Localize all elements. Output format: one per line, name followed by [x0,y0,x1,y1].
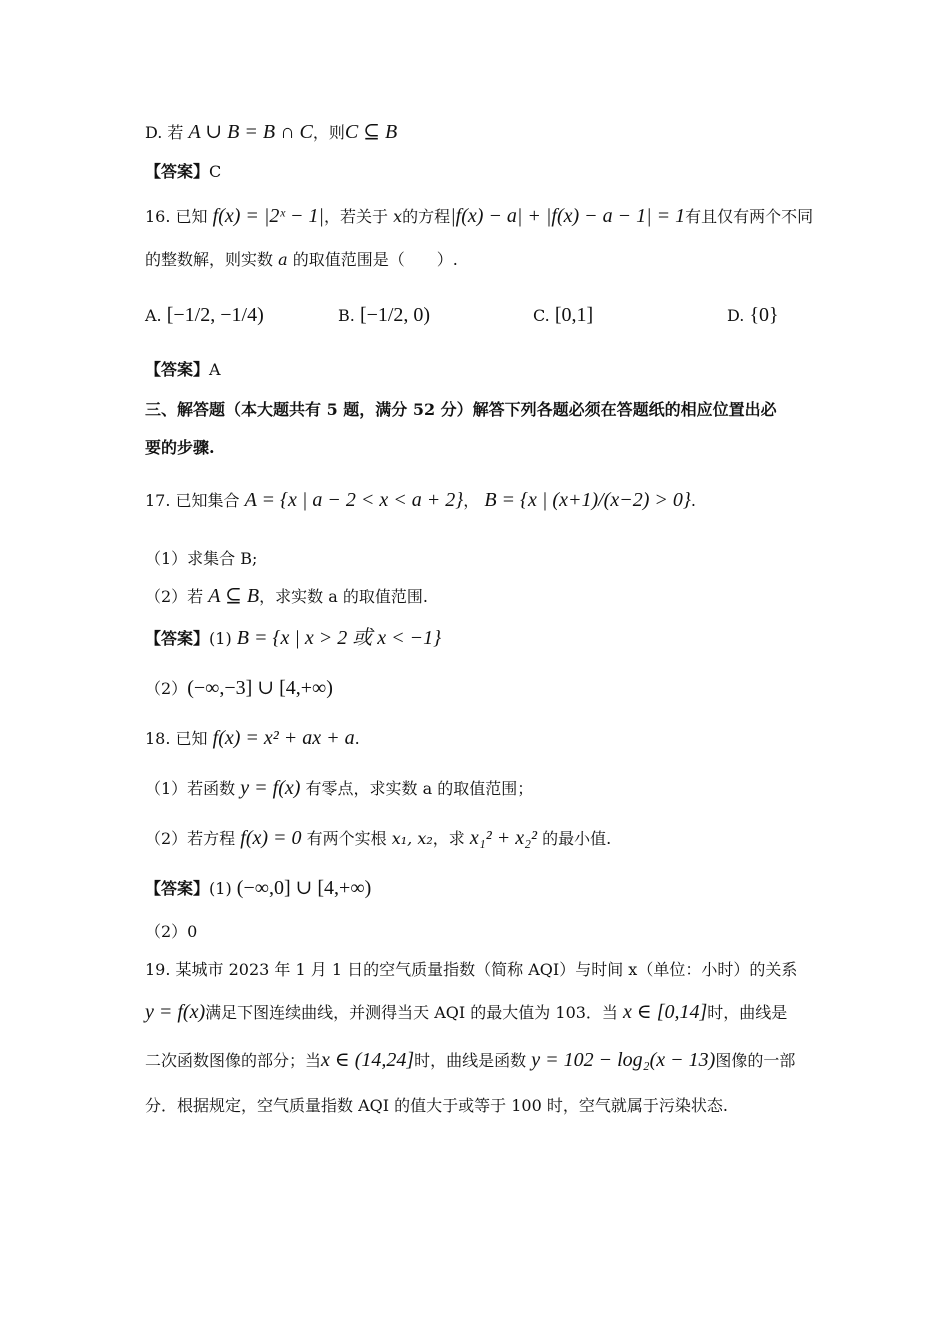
q17-sep: ， [463,491,480,510]
q18-part2-expr: x₁² + x₂² [469,827,538,849]
q19-line2-math: y = f(x) [145,1001,206,1023]
q15-option-d-prefix: D. 若 [145,123,184,142]
q16-number: 16. 已知 [145,207,208,226]
q17-answer2 [145,676,333,701]
q18-part2-mid: 有两个实根 [306,829,387,848]
q18-end: . [354,729,360,748]
q19-line3-math2: y = 102 − log₂(x − 13) [531,1049,716,1071]
q18-part1 [145,776,533,801]
option-value: [−1/2, 0) [359,304,431,326]
answer-value: A [209,360,221,379]
q16-option-c [533,303,593,328]
q17-end: . [690,491,696,510]
q18-answer2: （2）0 [145,922,198,941]
q19-line3-end: 图像的一部 [715,1051,796,1070]
q17-part2-prefix: （2）若 [145,587,204,606]
q17-part2 [145,584,428,609]
q18-part1-suffix: 有零点，求实数 a 的取值范围； [305,779,534,798]
answer-label: 【答案】 [145,360,210,379]
option-label: B. [338,306,355,325]
q19-line3-math: x ∈ (14,24] [321,1049,415,1071]
answer-label: 【答案】 [145,162,210,181]
q16-text1: ，若关于 [324,207,389,226]
option-label: A. [145,306,162,325]
q17-part1: （1）求集合 B; [145,549,258,568]
q17-part2-math: A ⊆ B [208,585,260,607]
q18-answer1 [145,876,371,901]
q16-line2: 的整数解，则实数 [145,250,274,269]
q18-part1-math: y = f(x) [240,777,301,799]
q19-line1: 19. 某城市 2023 年 1 月 1 日的空气质量指数（简称 AQI）与时间 x（单位：小时）的关系 [145,960,798,979]
option-label: C. [533,306,550,325]
q15-answer [145,160,221,184]
answer-value: C [209,162,222,181]
q18-part2-roots: x₁, x₂ [391,829,433,848]
q17-number: 17. 已知集合 [145,491,240,510]
answer-part-label: （2） [145,679,188,698]
q17-answer1 [145,626,441,651]
option-value: [−1/2, −1/4) [166,304,264,326]
q16-option-d [727,303,779,328]
q16-text3: 有且仅有两个不同 [685,207,814,226]
q16-line2-end: 的取值范围是（ ）. [292,250,458,269]
answer-part-label: (1) [209,629,232,648]
q16-stem-line1 [145,204,813,229]
q16-option-b [338,303,430,328]
q19-line3-start: 二次函数图像的部分；当 [145,1051,322,1070]
q16-equation: |f(x) − a| + |f(x) − a − 1| = 1 [450,205,686,227]
q18-part2 [145,826,611,851]
q18-part2-suffix: 的最小值. [542,829,612,848]
q16-var-a: a [278,250,288,269]
option-value: [0,1] [554,304,594,326]
q16-stem-line2 [145,248,458,272]
q17-stem [145,488,696,513]
q19-line2-text: 满足下图连续曲线，并测得当天 AQI 的最大值为 103．当 [205,1003,618,1022]
section3-heading-line1: 三、解答题（本大题共有 5 题，满分 52 分）解答下列各题必须在答题纸的相应位置出必 [145,400,777,419]
q16-answer [145,358,221,382]
q19-line3-mid: 时，曲线是函数 [414,1051,527,1070]
section3-heading-line2: 要的步骤. [145,438,215,457]
option-value: {0} [749,304,779,326]
q18-part2-prefix: （2）若方程 [145,829,236,848]
q17-set-b: B = {x | (x+1)/(x−2) > 0} [484,489,691,511]
answer-label: 【答案】 [145,879,210,898]
q18-part1-prefix: （1）若函数 [145,779,236,798]
answer-part-label: (1) [209,879,232,898]
q19-line4: 分．根据规定，空气质量指数 AQI 的值大于或等于 100 时，空气就属于污染状态. [145,1096,728,1115]
q19-line2 [145,1000,787,1025]
q18-stem [145,726,360,751]
q16-option-a [145,303,264,328]
q16-function: f(x) = |2ˣ − 1| [212,205,325,227]
q16-var: x [393,207,403,226]
answer-value: B = {x | x > 2 或 x < −1} [236,627,442,649]
q19-line2-math2: x ∈ [0,14] [623,1001,708,1023]
answer-label: 【答案】 [145,629,210,648]
q16-text2: 的方程 [402,207,451,226]
answer-value: (−∞,−3] ∪ [4,+∞) [187,677,333,699]
q15-option-d-math2: C ⊆ B [344,121,398,143]
q17-set-a: A = {x | a − 2 < x < a + 2} [244,489,464,511]
q15-option-d-mid: ，则 [312,123,345,142]
q18-function: f(x) = x² + ax + a [212,727,355,749]
q19-line3 [145,1048,795,1073]
option-label: D. [727,306,745,325]
q19-line2-end: 时，曲线是 [707,1003,788,1022]
q18-part2-mid2: ，求 [432,829,465,848]
q15-option-d [145,120,397,145]
q17-part2-suffix: ，求实数 a 的取值范围. [259,587,428,606]
q15-option-d-math: A ∪ B = B ∩ C [188,121,313,143]
q18-number: 18. 已知 [145,729,208,748]
q18-part2-math: f(x) = 0 [240,827,302,849]
answer-value: (−∞,0] ∪ [4,+∞) [236,877,372,899]
